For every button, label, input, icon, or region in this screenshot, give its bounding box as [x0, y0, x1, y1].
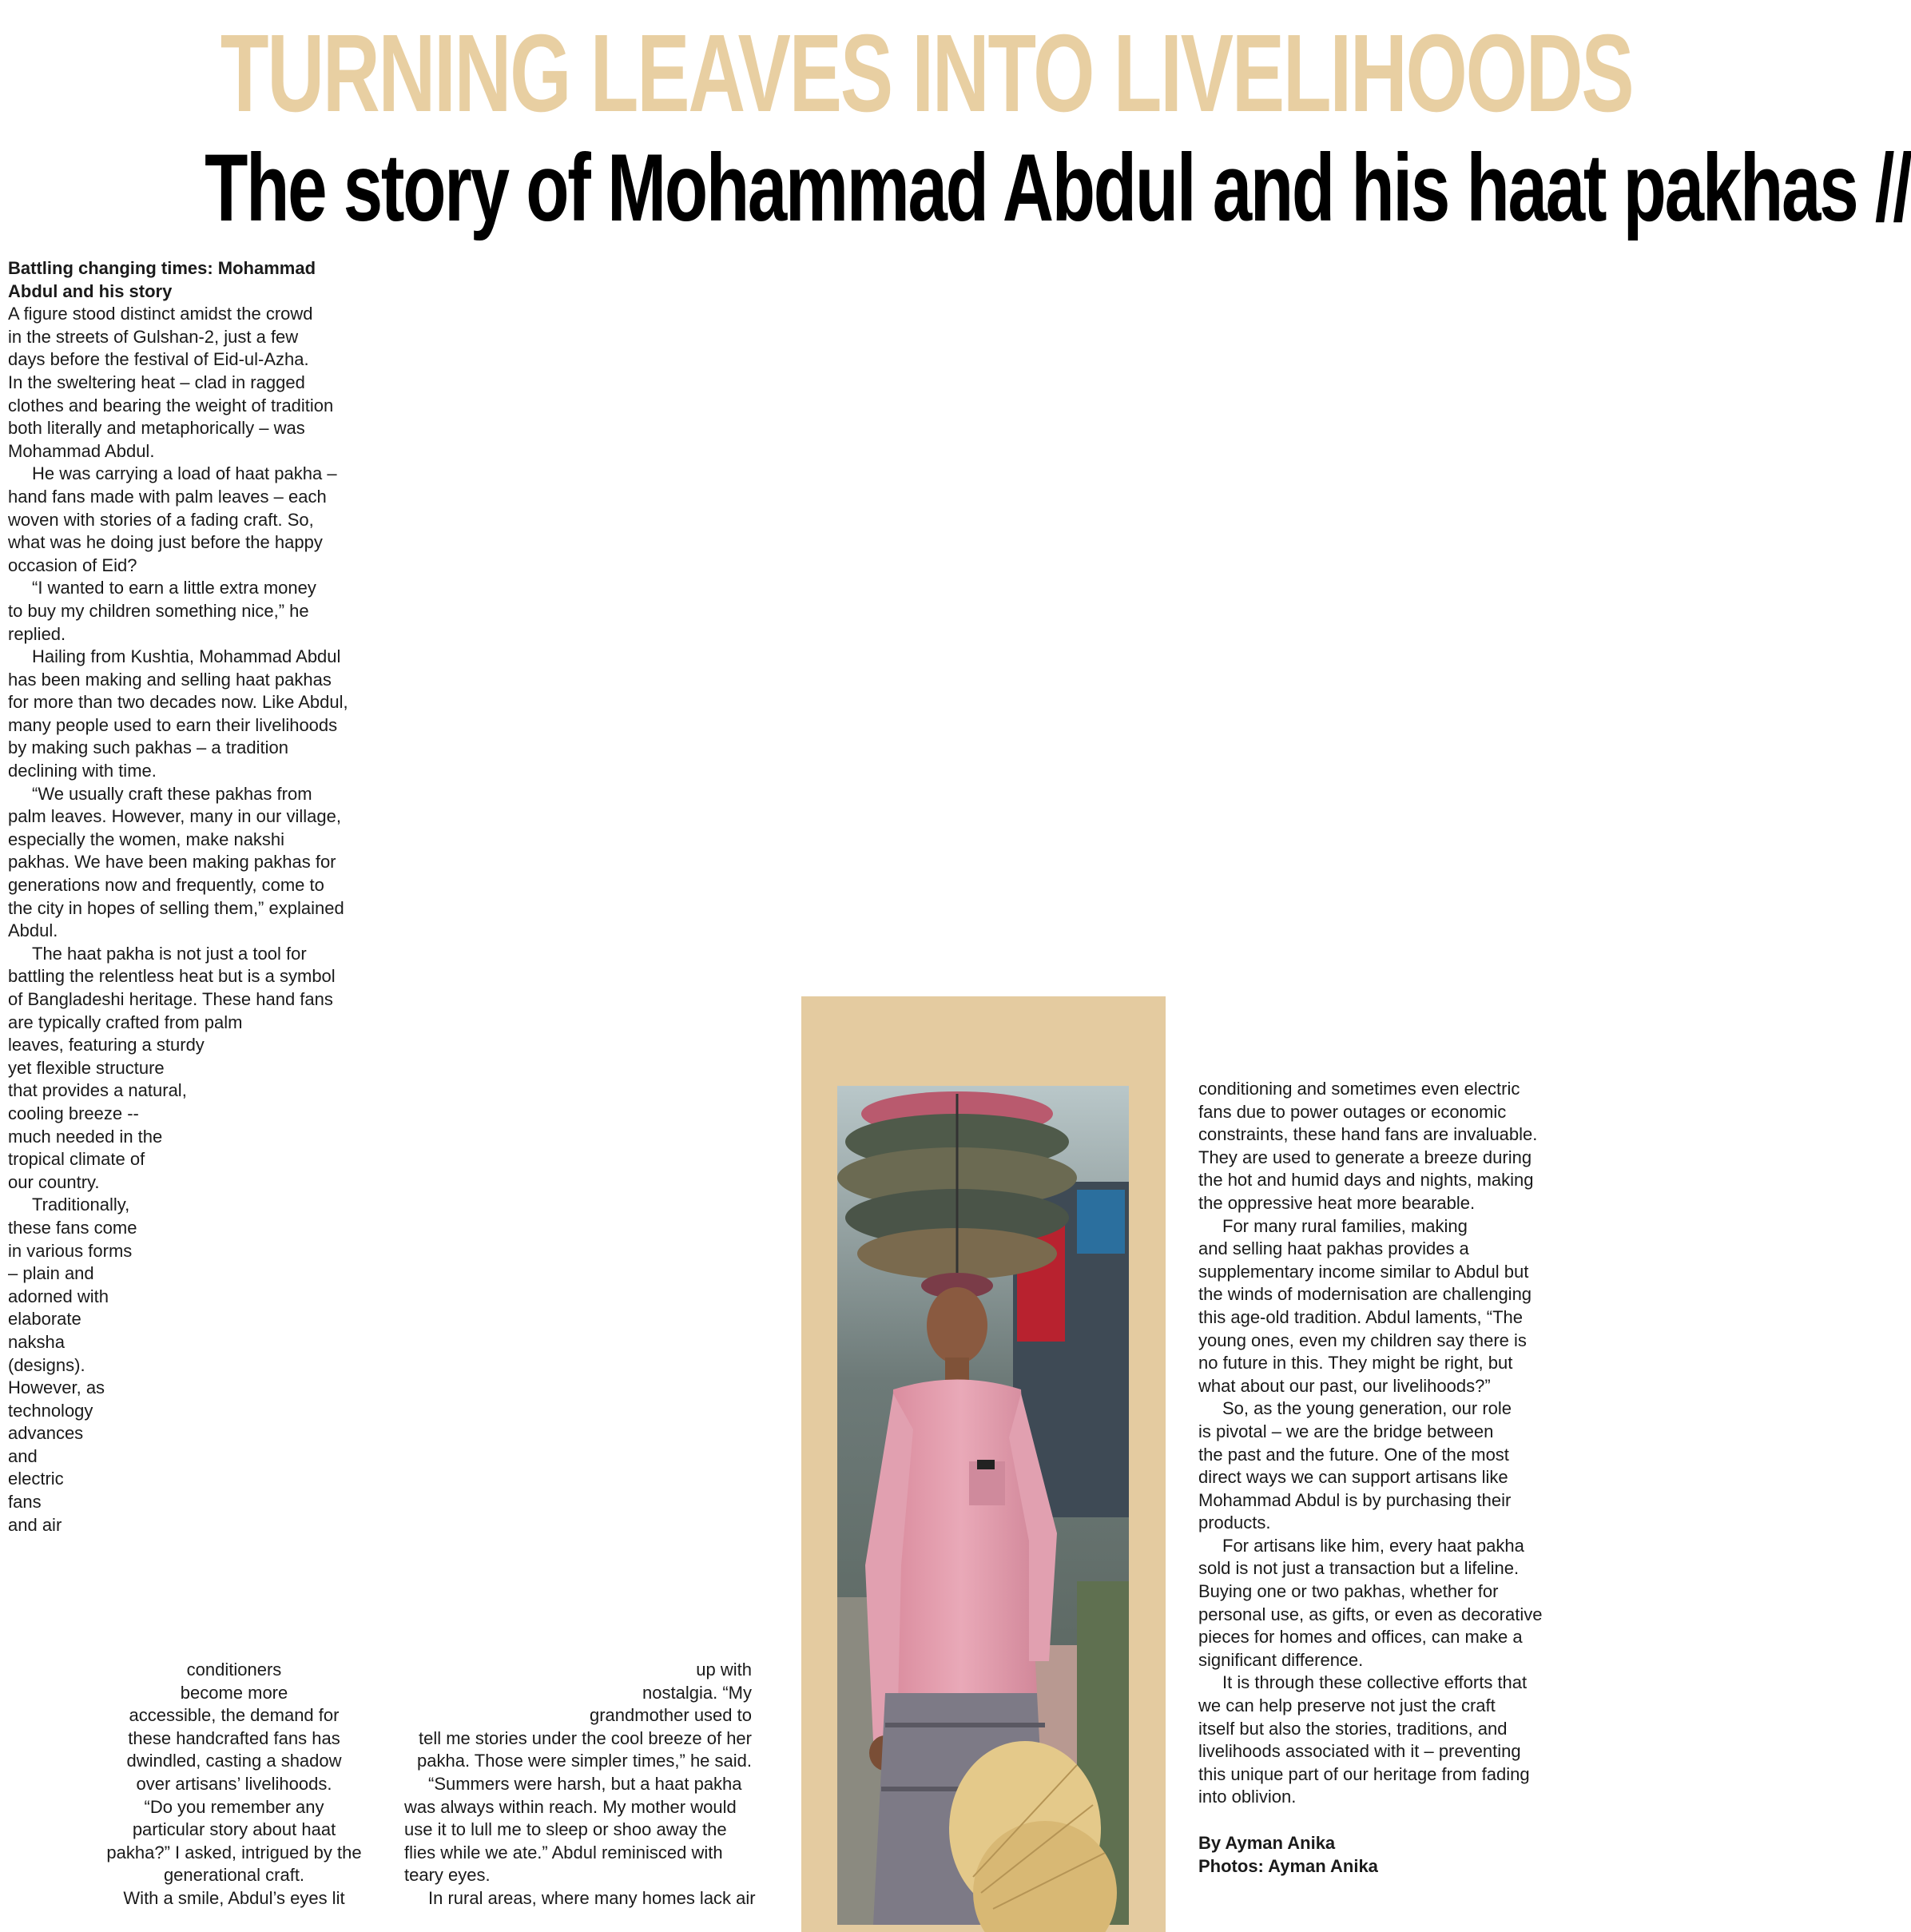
paragraph: For many rural families, making and selling haat pakhas provides a supplementary income similar to Abdul but the winds of modernisation are challenging this age-old tradition. Abdul laments, “The young ones, even my children say there is no future in this. They might be right, but what about our past, our livelihoods?”	[1198, 1215, 1532, 1396]
paragraph: “Do you remember any particular story about haat pakha?” I asked, intrigued by the generational craft.	[106, 1796, 362, 1886]
portrait-photo	[837, 1086, 1129, 1925]
paragraph: up with nostalgia. “My grandmother used to tell me stories under the cool breeze of her pakha. Those were simpler times,” he said.	[417, 1660, 752, 1771]
paragraph: It is through these collective efforts that we can help preserve not just the craft itself but also the stories, traditions, and livelihoods associated with it – preventing this unique part of our heritage from fading into oblivion.	[1198, 1672, 1530, 1807]
paragraph: Traditionally, these fans come in various forms – plain and adorned with elaborate naksha (designs). However, as technology advances and electric fans and air	[8, 1195, 137, 1535]
article-column-4	[1198, 1078, 1566, 1878]
photo-credit: Photos: Ayman Anika	[1198, 1856, 1378, 1876]
paragraph: “We usually craft these pakhas from palm leaves. However, many in our village, especially the women, make nakshi pakhas. We have been making pakhas for generations now and frequently, come to the city in hopes of selling them,” explained Abdul.	[8, 783, 344, 941]
paragraph: Hailing from Kushtia, Mohammad Abdul has been making and selling haat pakhas for more than two decades now. Like Abdul, many people used to earn their livelihoods by making such pakhas – a tradition declining with time.	[8, 646, 348, 781]
article-column-2	[82, 1659, 386, 1910]
headline: The story of Mohammad Abdul and his haat pakhas //	[205, 134, 1911, 241]
section-heading: Battling changing times: Mohammad Abdul and his story	[8, 258, 316, 301]
paragraph: “I wanted to earn a little extra money to buy my children something nice,” he replied.	[8, 578, 316, 644]
paragraph: “Summers were harsh, but a haat pakha was always within reach. My mother would use it to lull me to sleep or shoo away the flies while we ate.” Abdul reminisced with teary eyes.	[404, 1773, 742, 1886]
article-column-1	[8, 257, 383, 1536]
byline: By Ayman Anika	[1198, 1833, 1336, 1853]
paragraph: He was carrying a load of haat pakha – hand fans made with palm leaves – each woven with stories of a fading craft. So, what was he doing just before the happy occasion of Eid?	[8, 463, 337, 575]
paragraph: With a smile, Abdul’s eyes lit	[123, 1887, 345, 1908]
paragraph: The haat pakha is not just a tool for battling the relentless heat but is a symbol of Bangladeshi heritage. These hand fans are typically crafted from palm leaves, featuring a sturdy yet flexible structure that provides a natural, cooling breeze -- much needed in the tropical climate of our country.	[8, 943, 336, 1192]
paragraph: A figure stood distinct amidst the crowd in the streets of Gulshan-2, just a few days before the festival of Eid-ul-Azha. In the sweltering heat – clad in ragged clothes and bearing the weight of tradition both literally and metaphorically – was Mohammad Abdul.	[8, 304, 334, 461]
paragraph: conditioners become more accessible, the demand for these handcrafted fans has dwindled, casting a shadow over artisans’ livelihoods.	[126, 1660, 342, 1794]
kicker-title: TURNING LEAVES INTO LIVELIHOODS	[220, 12, 1633, 135]
paragraph: conditioning and sometimes even electric fans due to power outages or economic constraints, these hand fans are invaluable. They are used to generate a breeze during the hot and humid days and nights, making the oppressive heat more bearable.	[1198, 1079, 1538, 1213]
paragraph: So, as the young generation, our role is pivotal – we are the bridge between the past and the future. One of the most direct ways we can support artisans like Mohammad Abdul is by purchasing their products.	[1198, 1398, 1512, 1533]
paragraph: For artisans like him, every haat pakha sold is not just a transaction but a lifeline. Buying one or two pakhas, whether for personal use, as gifts, or even as decorative pieces for homes and offices, can make a significant difference.	[1198, 1535, 1543, 1670]
paragraph: In rural areas, where many homes lack air	[428, 1887, 756, 1908]
article-column-3	[404, 1659, 772, 1910]
